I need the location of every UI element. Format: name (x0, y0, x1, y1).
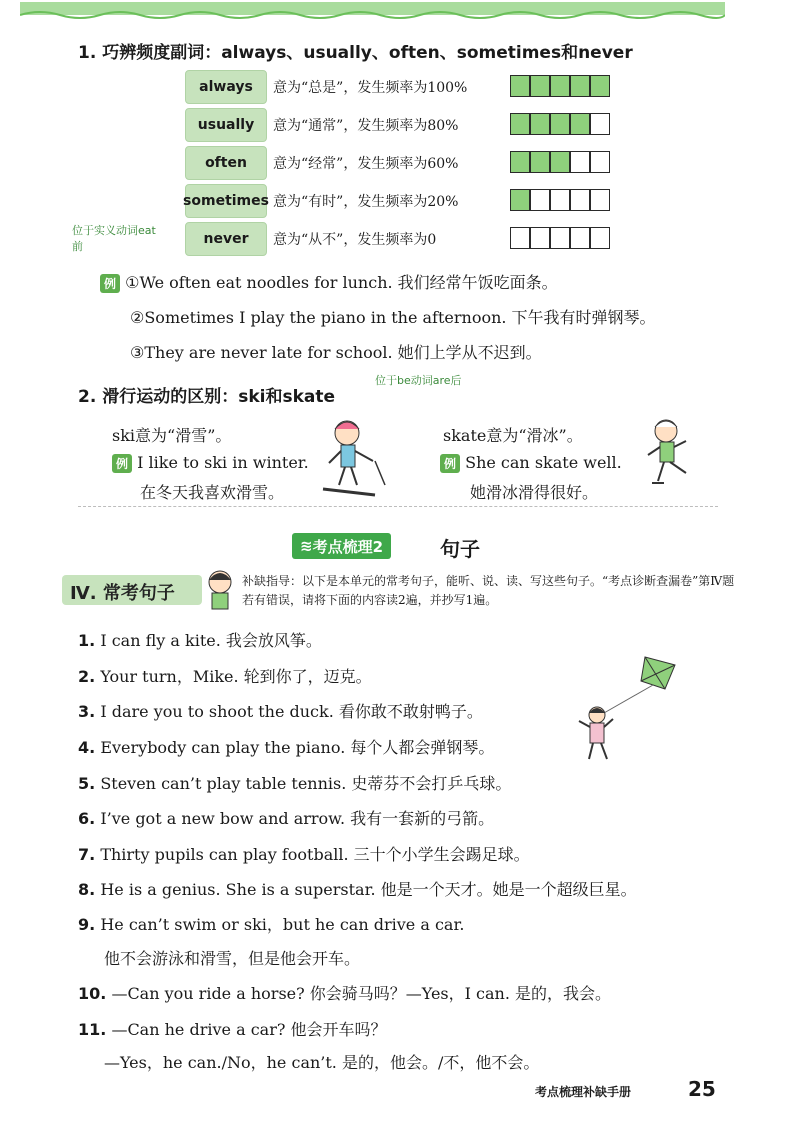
frequency-cell (530, 227, 550, 249)
banner-title: 句子 (440, 537, 480, 561)
ski-example-en: I like to ski in winter. (137, 453, 309, 472)
page-number: 25 (688, 1077, 716, 1101)
frequency-cell (590, 227, 610, 249)
frequency-bar (510, 151, 610, 173)
section-banner (292, 533, 391, 559)
sentence-text: —Can he drive a car? 他会开车吗？ (111, 1020, 387, 1039)
skate-example-cn: 她滑冰滑得很好。 (470, 483, 599, 502)
sentence-number: 9. (78, 915, 96, 934)
sentence-text: I can fly a kite. 我会放风筝。 (100, 631, 322, 650)
example-badge: 例 (100, 274, 120, 293)
sentence-item (78, 735, 494, 758)
frequency-cell (510, 151, 530, 173)
sentence-text: Your turn，Mike. 轮到你了，迈克。 (100, 667, 372, 686)
frequency-cell (530, 151, 550, 173)
frequency-cell (530, 75, 550, 97)
ski-example (112, 453, 309, 473)
sentence-text: I’ve got a new bow and arrow. 我有一套新的弓箭。 (100, 809, 495, 828)
frequency-bar (510, 75, 610, 97)
frequency-cell (510, 227, 530, 249)
frequency-bar (510, 113, 610, 135)
sentence-item (78, 699, 483, 722)
ski-heading: ski意为“滑雪”。 (112, 426, 232, 445)
sentence-number: 8. (78, 880, 96, 899)
frequency-row (185, 222, 625, 256)
sentence-item (78, 912, 464, 935)
frequency-row (185, 70, 625, 104)
sentence-text: Thirty pupils can play football. 三十个小学生会踢足球。 (100, 845, 530, 864)
sentence-text: —Can you ride a horse? 你会骑马吗？—Yes，I can. 是的，我会。 (111, 984, 612, 1003)
sentence-text: I dare you to shoot the duck. 看你敢不敢射鸭子。 (100, 702, 483, 721)
sentence-text: He can’t swim or ski，but he can drive a car. (100, 915, 465, 934)
frequency-cell (530, 113, 550, 135)
sentence-text: He is a genius. She is a superstar. 他是一个天才。她是一个超级巨星。 (100, 880, 637, 899)
sentence-number: 10. (78, 984, 107, 1003)
ski-example-cn: 在冬天我喜欢滑雪。 (140, 483, 285, 502)
example-badge-skate: 例 (440, 454, 460, 473)
student-avatar (202, 568, 238, 612)
frequency-row (185, 146, 625, 180)
banner-label: 考点梳理2 (312, 537, 384, 556)
frequency-description: 意为“总是”，发生频率为100% (273, 80, 468, 96)
skate-heading: skate意为“滑冰”。 (443, 426, 583, 445)
frequency-cell (550, 227, 570, 249)
example-badge-ski: 例 (112, 454, 132, 473)
frequency-cell (570, 189, 590, 211)
sentence-number: 5. (78, 774, 96, 793)
frequency-row (185, 108, 625, 142)
frequency-cell (570, 75, 590, 97)
sentence-item (104, 1050, 539, 1073)
kite-girl-illustration (575, 655, 685, 765)
sentence-number: 1. (78, 631, 96, 650)
sentence-text: Everybody can play the piano. 每个人都会弹钢琴。 (100, 738, 495, 757)
frequency-row (185, 184, 625, 218)
sentence-number: 3. (78, 702, 96, 721)
frequency-bar (510, 189, 610, 211)
footer-label: 考点梳理补缺手册 (535, 1085, 632, 1099)
frequency-cell (510, 189, 530, 211)
frequency-cell (550, 113, 570, 135)
example-1 (100, 270, 558, 293)
sentence-text: Steven can’t play table tennis. 史蒂芬不会打乒乓球。 (100, 774, 512, 793)
banner-icon: ≋ (300, 537, 313, 555)
frequency-word: often (185, 146, 267, 180)
frequency-cell (590, 113, 610, 135)
top-decorative-band (20, 0, 725, 20)
part4-guide: 补缺指导：以下是本单元的常考句子，能听、说、读、写这些句子。“考点诊断查漏卷”第Ⅳ题若有错误，请将下面的内容读2遍，并抄写1遍。 (242, 574, 735, 607)
frequency-cell (570, 227, 590, 249)
frequency-cell (530, 189, 550, 211)
frequency-cell (590, 189, 610, 211)
frequency-description: 意为“从不”，发生频率为0 (273, 232, 437, 248)
frequency-word: sometimes (185, 184, 267, 218)
frequency-description: 意为“经常”，发生频率为60% (273, 156, 459, 172)
frequency-cell (570, 151, 590, 173)
sentence-item (78, 877, 637, 900)
sentence-text: 他不会游泳和滑雪，但是他会开车。 (104, 949, 361, 968)
frequency-cell (510, 75, 530, 97)
frequency-cell (590, 151, 610, 173)
section-divider (78, 506, 718, 507)
example-1-text: ①We often eat noodles for lunch. 我们经常午饭吃面条。 (125, 273, 558, 292)
frequency-cell (590, 75, 610, 97)
frequency-description: 意为“有时”，发生频率为20% (273, 194, 459, 210)
sentence-item (78, 842, 530, 865)
frequency-description: 意为“通常”，发生频率为80% (273, 118, 459, 134)
section1-title: 1. 巧辨频度副词：always、usually、often、sometimes和never (78, 43, 633, 63)
sentence-item (78, 806, 494, 829)
sentence-item (78, 1017, 387, 1040)
sentence-number: 11. (78, 1020, 107, 1039)
frequency-word: never (185, 222, 267, 256)
frequency-cell (550, 151, 570, 173)
sentence-item (104, 946, 360, 969)
sentence-item (78, 628, 322, 651)
frequency-word: usually (185, 108, 267, 142)
sentence-item (78, 981, 611, 1004)
frequency-bar (510, 227, 610, 249)
annotation-note: 位于实义动词eat前 (72, 224, 156, 253)
frequency-cell (570, 113, 590, 135)
sentence-item (78, 664, 372, 687)
frequency-cell (510, 113, 530, 135)
skate-example-en: She can skate well. (465, 453, 622, 472)
frequency-cell (550, 75, 570, 97)
sentence-number: 2. (78, 667, 96, 686)
skate-example (440, 453, 622, 473)
example-3: ③They are never late for school. 她们上学从不迟到。 (130, 343, 542, 362)
frequency-cell (550, 189, 570, 211)
section2-title: 2. 滑行运动的区别：ski和skate (78, 387, 336, 407)
sentence-text: —Yes，he can./No，he can’t. 是的，他会。/不，他不会。 (104, 1053, 540, 1072)
sentence-item (78, 771, 511, 794)
annotation-note-2: 位于be动词are后 (375, 374, 462, 387)
part4-heading: Ⅳ. 常考句子 (70, 583, 175, 604)
sentence-number: 7. (78, 845, 96, 864)
skier-illustration (315, 415, 395, 500)
skater-illustration (640, 415, 700, 495)
sentence-number: 6. (78, 809, 96, 828)
example-2: ②Sometimes I play the piano in the afternoon. 下午我有时弹钢琴。 (130, 308, 656, 327)
frequency-word: always (185, 70, 267, 104)
sentence-number: 4. (78, 738, 96, 757)
